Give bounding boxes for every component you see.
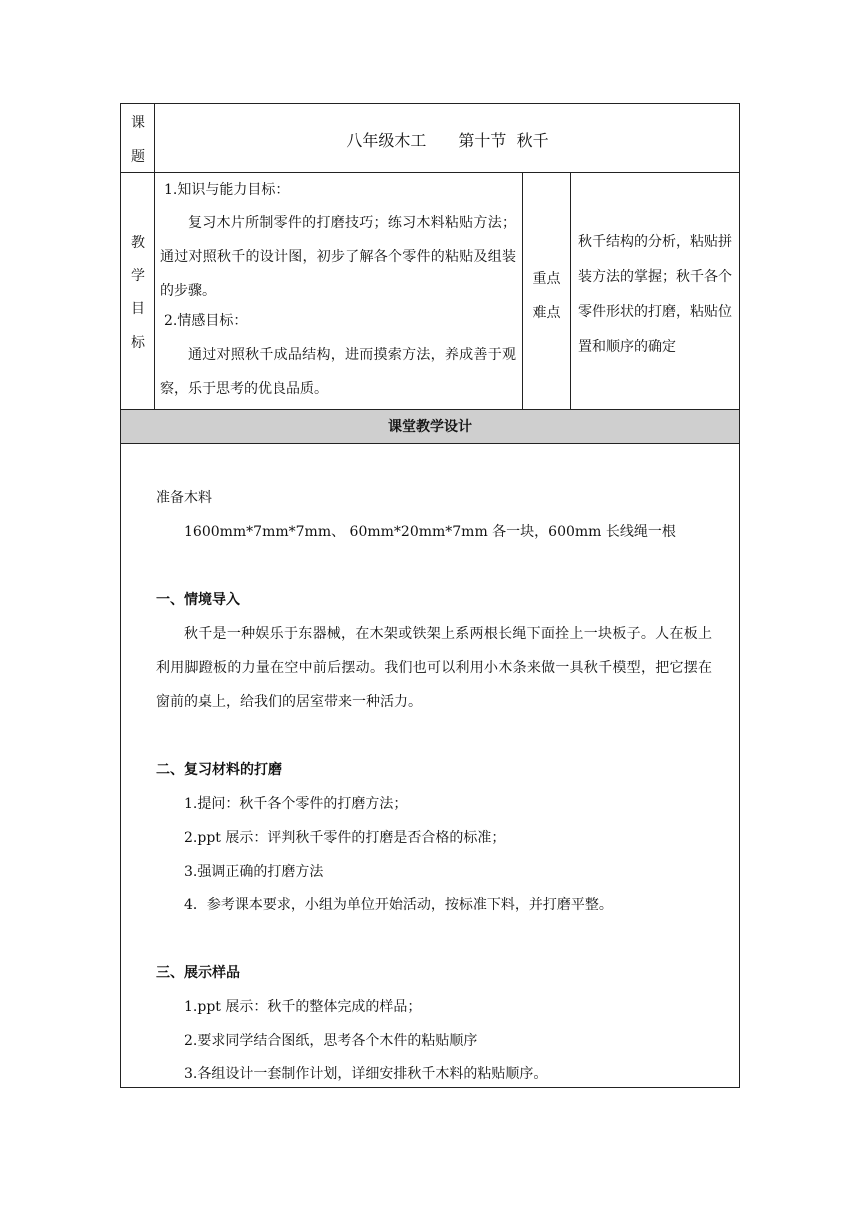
key-points-label — [523, 262, 570, 330]
section-2-item: 1.提问：秋千各个零件的打磨方法； — [184, 796, 408, 812]
objectives-label-char-1: 教 — [131, 235, 145, 251]
key-points-label-line1: 重点 — [532, 271, 561, 287]
objectives-content — [160, 178, 516, 406]
section-3-item: 2.要求同学结合图纸，思考各个木件的粘贴顺序 — [184, 1033, 478, 1049]
section-1-paragraph: 秋千是一种娱乐于东器械，在木架或铁架上系两根长绳下面拴上一块板子。人在板上利用脚蹬板的力量在空中前后摆动。我们也可以利用小木条来做一具秋千模型，把它摆在窗前的桌上，给我们的居室带来一种活力。 — [156, 626, 712, 710]
section-2-title: 二、复习材料的打磨 — [156, 762, 282, 778]
row-divider-header — [120, 172, 740, 173]
header-label-char-1: 课 — [131, 115, 145, 131]
section-2-item: 4．参考课本要求，小组为单位开始活动，按标准下料，并打磨平整。 — [184, 897, 613, 913]
section-3-item: 1.ppt 展示：秋千的整体完成的样品； — [184, 999, 422, 1015]
prep-title: 准备木料 — [156, 490, 212, 506]
header-label-char-2: 题 — [131, 149, 145, 165]
section-2-item: 3.强调正确的打磨方法 — [184, 864, 324, 880]
section-banner-text: 课堂教学设计 — [388, 419, 472, 435]
objective-heading-emotion: 2.情感目标： — [164, 313, 248, 329]
col-divider-label-objectives — [154, 172, 155, 409]
objectives-label-char-2: 学 — [131, 268, 145, 284]
section-banner — [121, 410, 739, 444]
objectives-label-char-4: 标 — [131, 335, 145, 351]
section-2-item: 2.ppt 展示：评判秋千零件的打磨是否合格的标准； — [184, 830, 506, 846]
objective-para-emotion: 通过对照秋千成品结构，进而摸索方法，养成善于观察，乐于思考的优良品质。 — [160, 347, 516, 397]
objectives-label-char-3: 目 — [131, 301, 145, 317]
key-points-text: 秋千结构的分析，粘贴拼装方法的掌握；秋千各个零件形状的打磨，粘贴位置和顺序的确定 — [578, 234, 732, 355]
objective-para-knowledge: 复习木片所制零件的打磨技巧；练习木料粘贴方法；通过对照秋千的设计图，初步了解各个零件的粘贴及组装的步骤。 — [160, 215, 516, 299]
prep-text: 1600mm*7mm*7mm、 60mm*20mm*7mm 各一块，600mm 长线绳一根 — [184, 524, 676, 540]
section-1-title: 一、情境导入 — [156, 592, 240, 608]
col-divider-keylabel-right — [570, 172, 571, 409]
lesson-title: 八年级木工 第十节 秋千 — [346, 131, 549, 150]
objective-heading-knowledge: 1.知识与能力目标： — [164, 182, 290, 198]
key-points-label-line2: 难点 — [532, 305, 561, 321]
section-3-item: 3.各组设计一套制作计划，详细安排秋千木料的粘贴顺序。 — [184, 1066, 548, 1082]
section-3-title: 三、展示样品 — [156, 965, 240, 981]
